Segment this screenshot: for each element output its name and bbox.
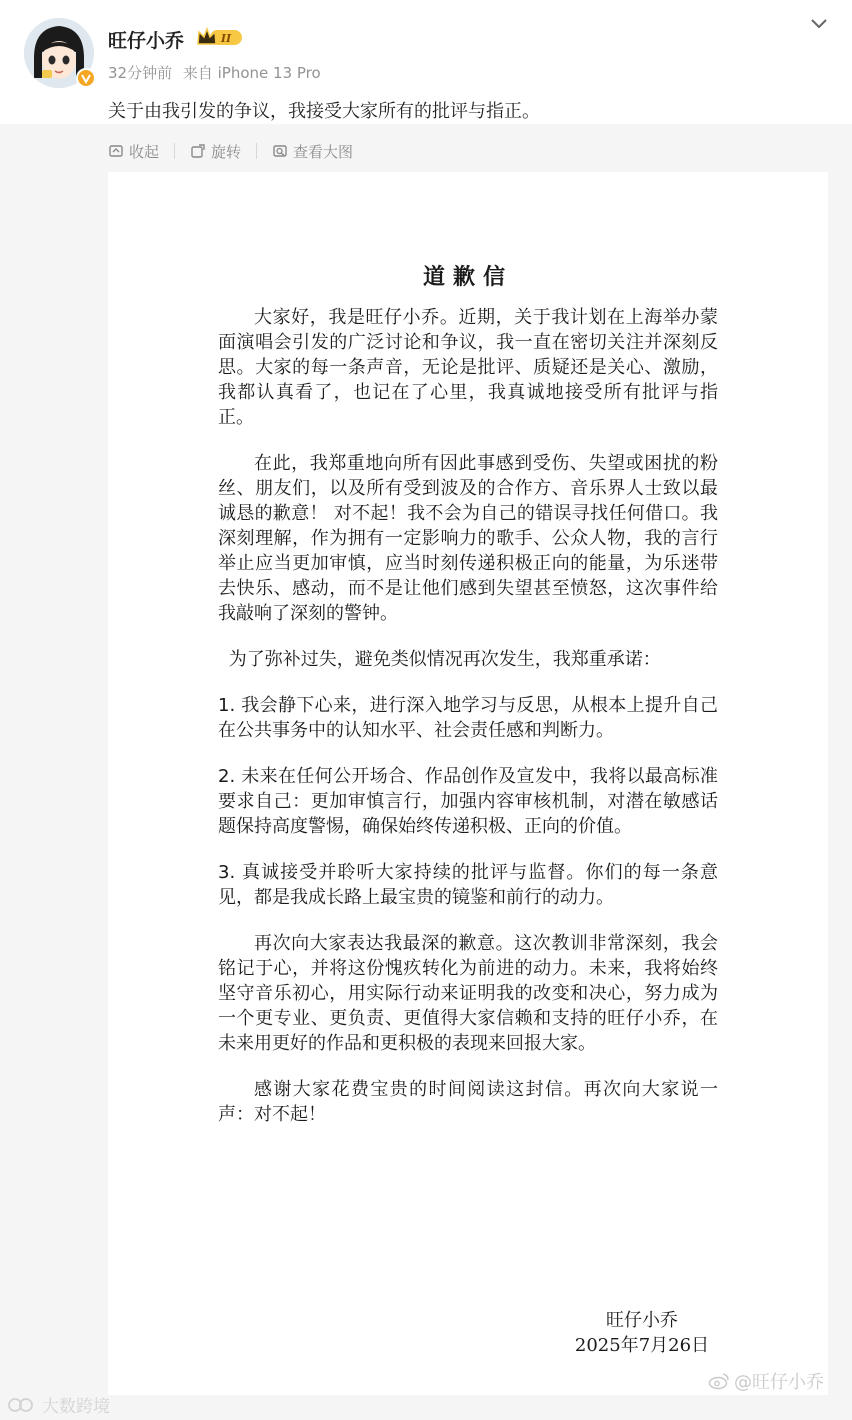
username[interactable]: 旺仔小乔 [108,30,185,52]
signature-date: 2025年7月26日 [574,1335,710,1356]
letter-paragraph: 感谢大家花费宝贵的时间阅读这封信。再次向大家说一声：对不起！ [218,1079,718,1125]
watermark-right-text: @旺仔小乔 [734,1372,824,1393]
post-time: 32分钟前 [108,64,173,82]
letter-title: 道歉信 [422,265,513,290]
letter-paragraph: 再次向大家表达我最深的歉意。这次教训非常深刻，我会铭记于心，并将这份愧疚转化为前进的动力。未来，我将始终坚守音乐初心，用实际行动来证明我的改变和决心，努力成为一个更专业、更负责、更值得大家信赖和支持的旺仔小乔，在未来用更好的作品和更积极的表现来回报大家。 [218,933,718,1054]
image-actions-bar [108,141,353,161]
rotate-label: 旋转 [211,142,242,161]
post-meta [108,62,321,83]
letter-signature [572,1308,712,1358]
verified-badge-icon [76,68,96,88]
letter-body [218,260,718,1148]
signature-name: 旺仔小乔 [606,1310,678,1331]
view-large-icon [272,143,288,159]
chevron-down-icon[interactable] [810,16,828,30]
collapse-icon [108,143,124,159]
letter-paragraph: 在此，我郑重地向所有因此事感到受伤、失望或困扰的粉丝、朋友们，以及所有受到波及的合作方、音乐界人士致以最诚恳的歉意！ 对不起！我不会为自己的错误寻找任何借口。我深刻理解，作为拥有一定影响力的歌手、公众人物，我的言行举止应当更加审慎，应当时刻传递积极正向的能量，为乐迷带去快乐、感动，而不是让他们感到失望甚至愤怒，这次事件给我敲响了深刻的警钟。 [218,453,718,624]
view-large-label: 查看大图 [293,142,354,161]
rotate-button[interactable] [190,141,241,162]
letter-paragraph: 大家好，我是旺仔小乔。近期，关于我计划在上海举办蒙面演唱会引发的广泛讨论和争议，我一直在密切关注并深刻反思。大家的每一条声音，无论是批评、质疑还是关心、激励，我都认真看了，也记在了心里，我真诚地接受所有批评与指正。 [218,307,718,428]
source-watermark [8,1392,110,1417]
letter-paragraph: 3. 真诚接受并聆听大家持续的批评与监督。你们的每一条意见，都是我成长路上最宝贵的镜鉴和前行的动力。 [218,862,718,908]
letter-image[interactable] [108,172,828,1395]
collapse-label: 收起 [129,142,160,161]
post-header [0,0,852,124]
level-badge-text: II [220,32,232,45]
divider [174,143,175,159]
rotate-icon [190,143,206,159]
level-crown-icon[interactable] [196,26,244,48]
weibo-logo-icon [708,1372,730,1390]
watermark-left-text: 大数跨境 [42,1397,110,1417]
letter-paragraph: 2. 未来在任何公开场合、作品创作及宣发中，我将以最高标准要求自己：更加审慎言行，加强内容审核机制，对潜在敏感话题保持高度警惕，确保始终传递积极、正向的价值。 [218,766,718,837]
weibo-watermark [708,1368,824,1394]
collapse-button[interactable] [108,141,159,162]
divider [256,143,257,159]
letter-paragraph: 1. 我会静下心来，进行深入地学习与反思，从根本上提升自己在公共事务中的认知水平、社会责任感和判断力。 [218,695,718,741]
letter-paragraph: 为了弥补过失，避免类似情况再次发生，我郑重承诺： [228,649,661,670]
post-text: 关于由我引发的争议，我接受大家所有的批评与指正。 [108,101,540,122]
view-large-button[interactable] [272,141,353,162]
post-source: 来自 iPhone 13 Pro [182,64,321,82]
source-logo-icon [8,1396,38,1414]
